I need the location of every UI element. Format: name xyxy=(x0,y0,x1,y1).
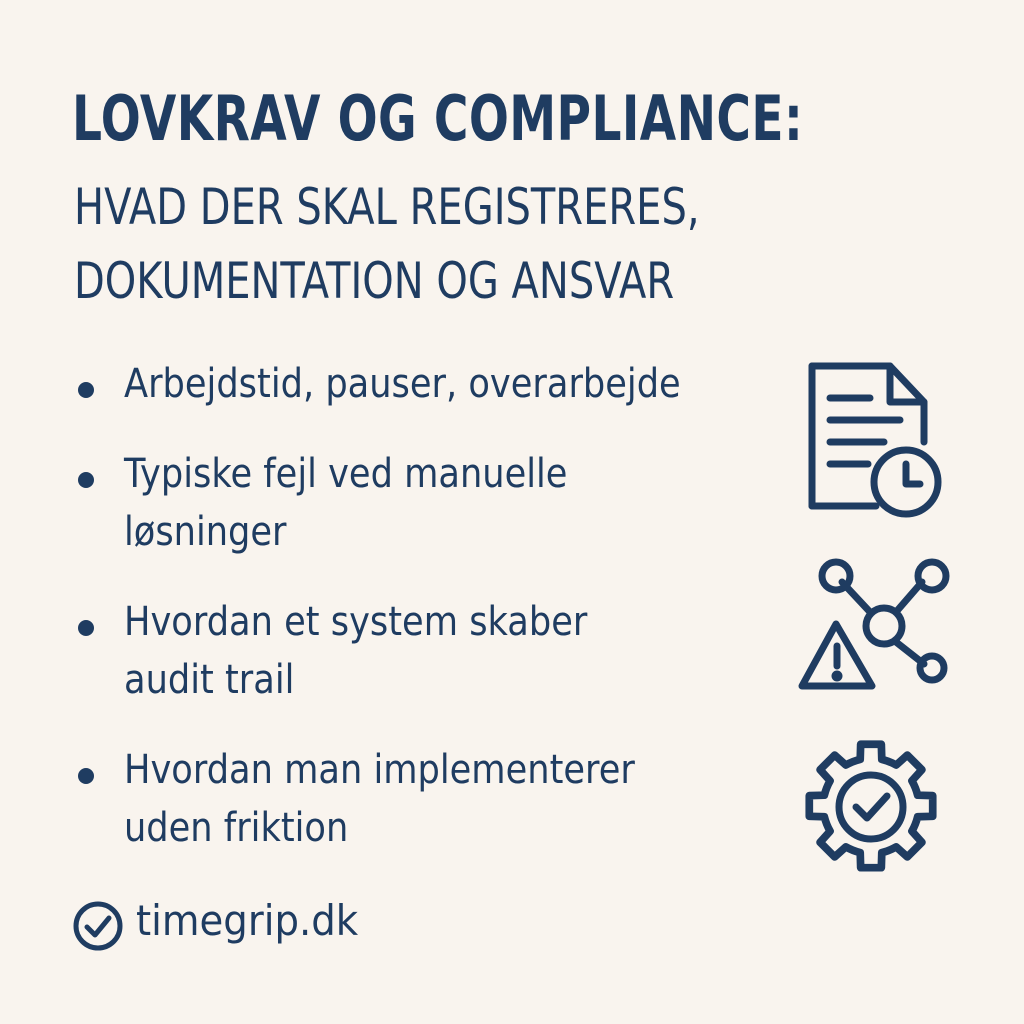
page-title: LOVKRAV OG COMPLIANCE: xyxy=(72,82,804,155)
bullet-dot xyxy=(78,620,94,636)
bullet-text-line-1: Hvordan et system skaber xyxy=(124,599,588,645)
bullet-dot xyxy=(78,768,94,784)
network-warning-icon xyxy=(796,554,952,696)
bullet-text-line-2: løsninger xyxy=(124,509,287,555)
bullet-text-line-2: uden friktion xyxy=(124,805,349,851)
bullet-text-line-2: audit trail xyxy=(124,657,295,703)
document-clock-icon xyxy=(798,358,948,522)
bullet-text-line-1: Arbejdstid, pauser, overarbejde xyxy=(124,361,681,407)
website-link[interactable]: timegrip.dk xyxy=(136,896,359,945)
bullet-text-line-1: Typiske fejl ved manuelle xyxy=(124,451,568,497)
subtitle-line-2: DOKUMENTATION OG ANSVAR xyxy=(74,252,675,310)
bullet-dot xyxy=(78,382,94,398)
gear-check-icon xyxy=(796,734,946,880)
check-circle-icon xyxy=(72,900,124,956)
subtitle-line-1: HVAD DER SKAL REGISTRERES, xyxy=(74,178,700,236)
bullet-dot xyxy=(78,472,94,488)
bullet-text-line-1: Hvordan man implementerer xyxy=(124,747,635,793)
